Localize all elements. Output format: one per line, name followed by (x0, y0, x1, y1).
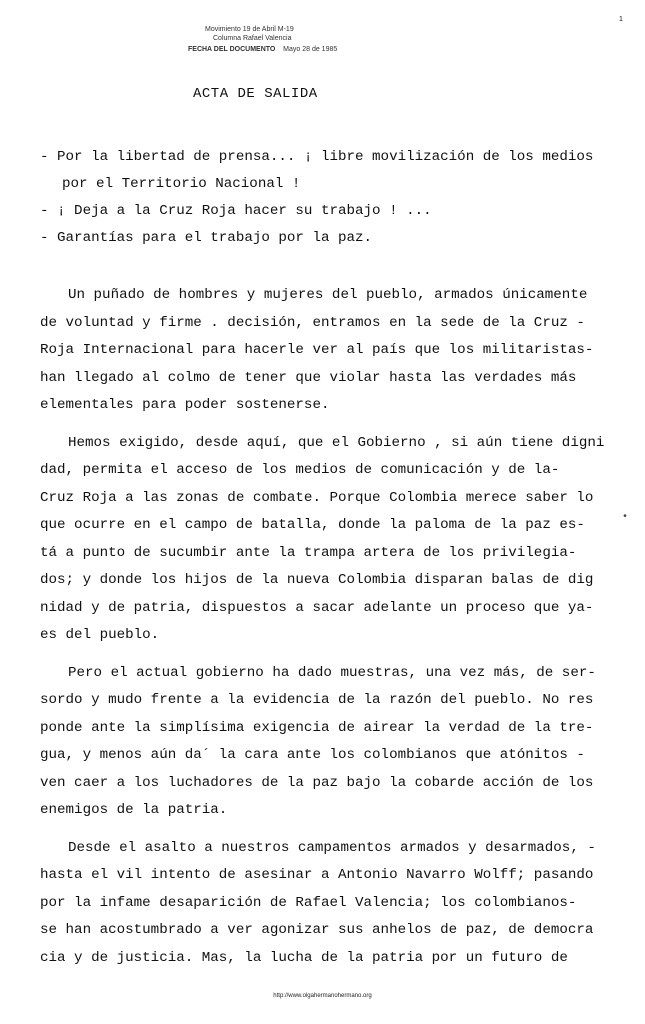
text-line: dad, permita el acceso de los medios de comunicación y de la- (40, 462, 560, 478)
slogan-line: - Garantías para el trabajo por la paz. (40, 230, 373, 246)
paragraph (40, 282, 620, 420)
text-line: por la infame desaparición de Rafael Valencia; los colombianos- (40, 894, 577, 911)
text-line: Roja Internacional para hacerle ver al país que los militaristas- (40, 342, 594, 358)
text-line: tá a punto de sucumbir ante la trampa artera de los privilegia- (40, 544, 577, 561)
text-line: ponde ante la simplísima exigencia de airear la verdad de la tre- (40, 719, 594, 736)
text-line: nidad y de patria, dispuestos a sacar adelante un proceso que ya- (40, 599, 594, 616)
slogan-line: - Por la libertad de prensa... ¡ libre movilización de los medios (40, 149, 594, 165)
text-line: Hemos exigido, desde aquí, que el Gobierno , si aún tiene digni (68, 434, 605, 451)
ink-speck: • (622, 512, 629, 523)
slogan-item (40, 144, 630, 198)
text-line: han llegado al colmo de tener que violar hasta las verdades más (40, 369, 577, 386)
text-line: dos; y donde los hijos de la nueva Colombia disparan balas de dig (40, 572, 594, 588)
paragraph (40, 430, 620, 650)
header-org: Movimiento 19 de Abril M-19 (205, 26, 294, 33)
text-line: sordo y mudo frente a la evidencia de la razón del pueblo. No res (40, 692, 594, 708)
header-column: Columna Rafael Valencia (213, 35, 292, 42)
text-line: se han acostumbrado a ver agonizar sus anhelos de paz, de democra (40, 922, 594, 938)
page-number: 1 (619, 16, 623, 23)
text-line: hasta el vil intento de asesinar a Antonio Navarro Wolff; pasando (40, 867, 594, 883)
text-line: Desde el asalto a nuestros campamentos armados y desarmados, - (68, 839, 596, 856)
text-line: cia y de justicia. Mas, la lucha de la patria por un futuro de (40, 949, 568, 966)
footer-url: http://www.olgahermanohermano.org (273, 993, 372, 999)
slogan-item (40, 198, 630, 225)
header-date-label: FECHA DEL DOCUMENTO (188, 46, 276, 53)
slogan-line: - ¡ Deja a la Cruz Roja hacer su trabajo ! ... (40, 203, 432, 219)
paragraph (40, 835, 620, 973)
header-date (188, 46, 337, 53)
text-line: ven caer a los luchadores de la paz bajo la cobarde acción de los (40, 774, 594, 791)
text-line: elementales para poder sostenerse. (40, 397, 330, 413)
text-line: gua, y menos aún da´ la cara ante los colombianos que atónitos - (40, 747, 585, 763)
text-line: es del pueblo. (40, 627, 160, 643)
slogan-line: por el Territorio Nacional ! (62, 176, 301, 192)
document-title: ACTA DE SALIDA (193, 86, 318, 102)
header-date-value: Mayo 28 de 1985 (283, 46, 338, 53)
document-body (40, 282, 620, 982)
text-line: de voluntad y firme . decisión, entramos en la sede de la Cruz - (40, 314, 585, 331)
text-line: Pero el actual gobierno ha dado muestras, una vez más, de ser- (68, 664, 596, 681)
text-line: enemigos de la patria. (40, 802, 228, 818)
text-line: que ocurre en el campo de batalla, donde la paloma de la paz es- (40, 517, 585, 533)
paragraph (40, 660, 620, 825)
slogan-item (40, 225, 630, 252)
text-line: Un puñado de hombres y mujeres del pueblo, armados únicamente (68, 287, 588, 303)
slogan-list (40, 144, 630, 252)
text-line: Cruz Roja a las zonas de combate. Porque Colombia merece saber lo (40, 489, 594, 506)
